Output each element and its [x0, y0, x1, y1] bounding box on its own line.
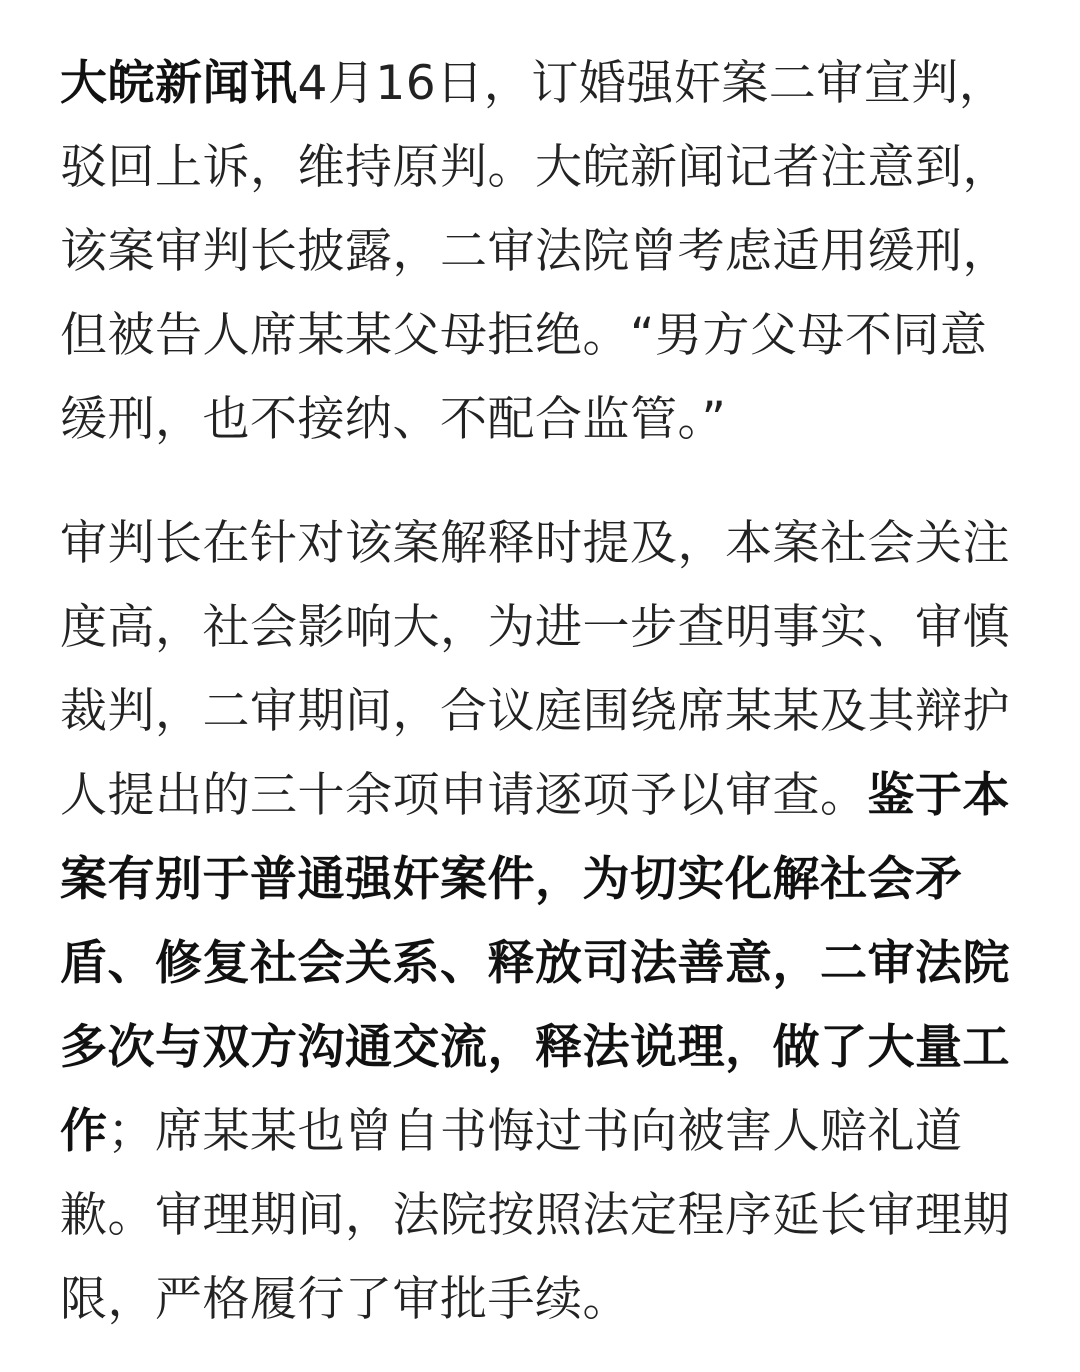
news-source: 大皖新闻讯 — [60, 56, 298, 111]
article-body — [60, 0, 1025, 1342]
paragraph-1-text: 4月16日，订婚强奸案二审宣判，驳回上诉，维持原判。大皖新闻记者注意到，该案审判长披露，二审法院曾考虑适用缓刑，但被告人席某某父母拒绝。“男方父母不同意缓刑，也不接纳、不配合监管。” — [60, 56, 1010, 447]
paragraph-2-rest: ；席某某也曾自书悔过书向被害人赔礼道歉。审理期间，法院按照法定程序延长审理期限，严格履行了审批手续。 — [60, 1104, 1010, 1327]
paragraph-2-emphasis: 鉴于本案有别于普通强奸案件，为切实化解社会矛盾、修复社会关系、释放司法善意，二审法院多次与双方沟通交流，释法说理，做了大量工作 — [60, 768, 1010, 1159]
paragraph-2-intro: 审判长在针对该案解释时提及，本案社会关注度高，社会影响大，为进一步查明事实、审慎裁判，二审期间，合议庭围绕席某某及其辩护人提出的三十余项申请逐项予以审查。 — [60, 516, 1010, 823]
paragraph-1 — [60, 0, 1025, 462]
paragraph-2 — [60, 502, 1025, 1342]
